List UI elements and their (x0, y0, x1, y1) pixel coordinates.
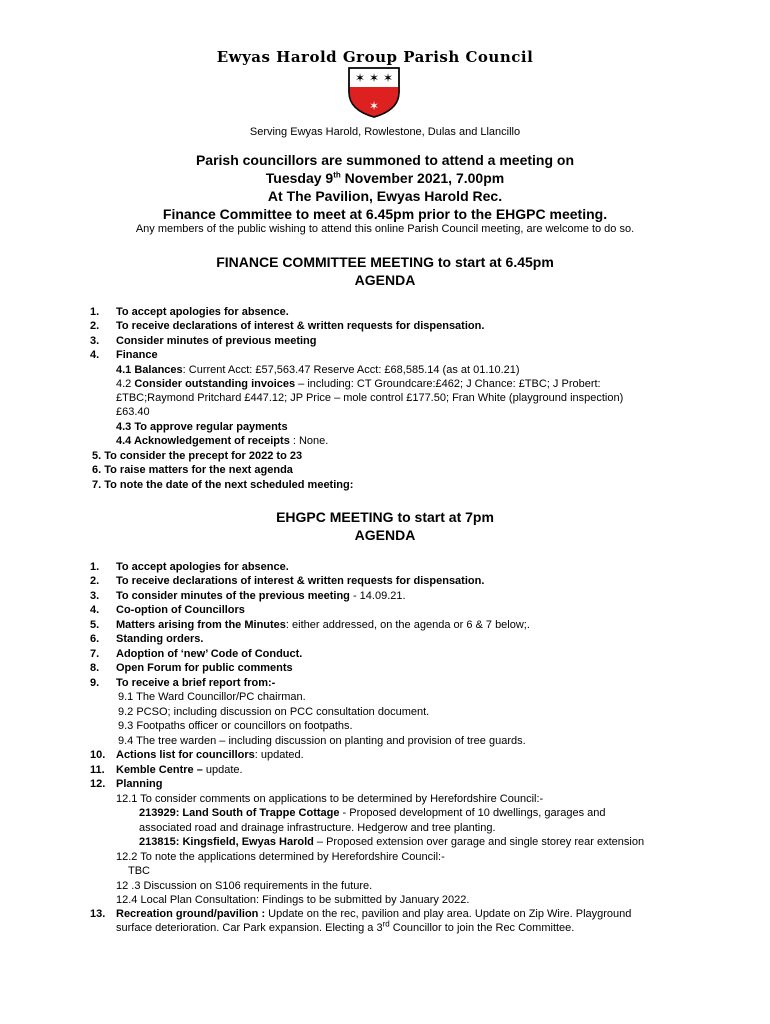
list-item: Adoption of ‘new’ Code of Conduct. (116, 648, 303, 660)
svg-text:✶: ✶ (368, 71, 380, 85)
list-item: Standing orders. (116, 633, 204, 645)
tbc-note: TBC (128, 865, 150, 877)
sub-item: 12 .3 Discussion on S106 requirements in the future. (116, 880, 373, 892)
list-number: 5. (90, 619, 100, 631)
sub-item-invoices: 4.2 Consider outstanding invoices – including: CT Groundcare:£462; J Chance: £TBC; J Probert: (116, 378, 601, 390)
list-item: Finance (116, 349, 158, 361)
sub-item: 9.2 PCSO; including discussion on PCC consultation document. (118, 706, 430, 718)
ehgpc-agenda-heading: AGENDA (354, 527, 416, 543)
list-item: Kemble Centre – update. (116, 764, 243, 776)
svg-text:✶: ✶ (382, 71, 394, 85)
list-number: 12. (90, 778, 106, 790)
list-item: Planning (116, 778, 163, 790)
sub-item: 12.1 To consider comments on applications to be determined by Herefordshire Council:- (116, 793, 544, 805)
summons-line-1: Parish councillors are summoned to attend a meeting on (195, 152, 575, 168)
list-number: 11. (90, 764, 105, 776)
sub-item: 9.1 The Ward Councillor/PC chairman. (118, 691, 306, 703)
summons-line-4: Finance Committee to meet at 6.45pm prior to the EHGPC meeting. (162, 206, 608, 222)
list-item: To receive declarations of interest & written requests for dispensation. (116, 320, 485, 332)
sub-item-receipts: 4.4 Acknowledgement of receipts : None. (116, 435, 329, 447)
list-number: 1. (90, 561, 100, 573)
list-item: To receive declarations of interest & written requests for dispensation. (116, 575, 485, 587)
list-item: To accept apologies for absence. (116, 306, 289, 318)
list-number: 7. (90, 648, 100, 660)
planning-application-cont: associated road and drainage infrastructure. Hedgerow and tree planting. (139, 822, 496, 834)
list-number: 3. (90, 590, 100, 602)
public-welcome-note: Any members of the public wishing to attend this online Parish Council meeting, are welcome to do so. (135, 223, 635, 235)
list-item: 6. To raise matters for the next agenda (92, 464, 293, 476)
list-item: To consider minutes of the previous meeting - 14.09.21. (116, 590, 406, 602)
list-item: Consider minutes of previous meeting (116, 335, 317, 347)
list-number: 8. (90, 662, 100, 674)
finance-agenda-heading: AGENDA (354, 272, 416, 288)
sub-item: 9.4 The tree warden – including discussion on planting and provision of tree guards. (118, 735, 526, 747)
list-number: 3. (90, 335, 100, 347)
ehgpc-heading: EHGPC MEETING to start at 7pm (276, 509, 494, 525)
list-item-cont: surface deterioration. Car Park expansion. Electing a 3rd Councillor to join the Rec Committee. (116, 919, 575, 934)
list-number: 4. (90, 349, 100, 361)
list-item: Matters arising from the Minutes: either addressed, on the agenda or 6 & 7 below;. (116, 619, 530, 631)
council-name: Ewyas Harold Group Parish Council (216, 48, 534, 66)
sub-item-balances: 4.1 Balances: Current Acct: £57,563.47 Reserve Acct: £68,585.14 (as at 01.10.21) (116, 364, 520, 376)
council-crest-logo (345, 66, 403, 118)
sub-item: 12.4 Local Plan Consultation: Findings to be submitted by January 2022. (116, 894, 470, 906)
list-number: 10. (90, 749, 106, 761)
list-number: 1. (90, 306, 100, 318)
list-item: To accept apologies for absence. (116, 561, 289, 573)
sub-item-payments: 4.3 To approve regular payments (116, 421, 288, 433)
list-number: 4. (90, 604, 100, 616)
sub-item: 12.2 To note the applications determined by Herefordshire Council:- (116, 851, 445, 863)
list-item: Open Forum for public comments (116, 662, 293, 674)
list-item: Actions list for councillors: updated. (116, 749, 304, 761)
list-number: 6. (90, 633, 100, 645)
list-number: 13. (90, 908, 106, 920)
serving-subtitle: Serving Ewyas Harold, Rowlestone, Dulas and Llancillo (249, 126, 521, 138)
planning-application: 213929: Land South of Trappe Cottage - Proposed development of 10 dwellings, garages and (139, 807, 606, 819)
svg-text:✶: ✶ (354, 71, 366, 85)
list-item: Co-option of Councillors (116, 604, 245, 616)
list-item: Recreation ground/pavilion : Update on the rec, pavilion and play area. Update on Zip Wire. Playground (116, 908, 632, 920)
summons-line-3: At The Pavilion, Ewyas Harold Rec. (267, 188, 503, 204)
list-number: 9. (90, 677, 100, 689)
sub-item-invoices-cont: £TBC;Raymond Pritchard £447.12; JP Price – mole control £177.50; Fran White (playground inspection) (116, 392, 624, 404)
finance-heading: FINANCE COMMITTEE MEETING to start at 6.45pm (216, 254, 554, 270)
list-item: 7. To note the date of the next scheduled meeting: (92, 479, 354, 491)
svg-text:✶: ✶ (368, 99, 380, 113)
summons-line-2: Tuesday 9th November 2021, 7.00pm (265, 170, 505, 186)
sub-item-invoices-cont: £63.40 (116, 406, 150, 418)
sub-item: 9.3 Footpaths officer or councillors on footpaths. (118, 720, 353, 732)
planning-application: 213815: Kingsfield, Ewyas Harold – Proposed extension over garage and single storey rear extension (139, 836, 645, 848)
list-number: 2. (90, 575, 100, 587)
list-item: 5. To consider the precept for 2022 to 23 (92, 450, 303, 462)
list-number: 2. (90, 320, 100, 332)
list-item: To receive a brief report from:- (116, 677, 276, 689)
